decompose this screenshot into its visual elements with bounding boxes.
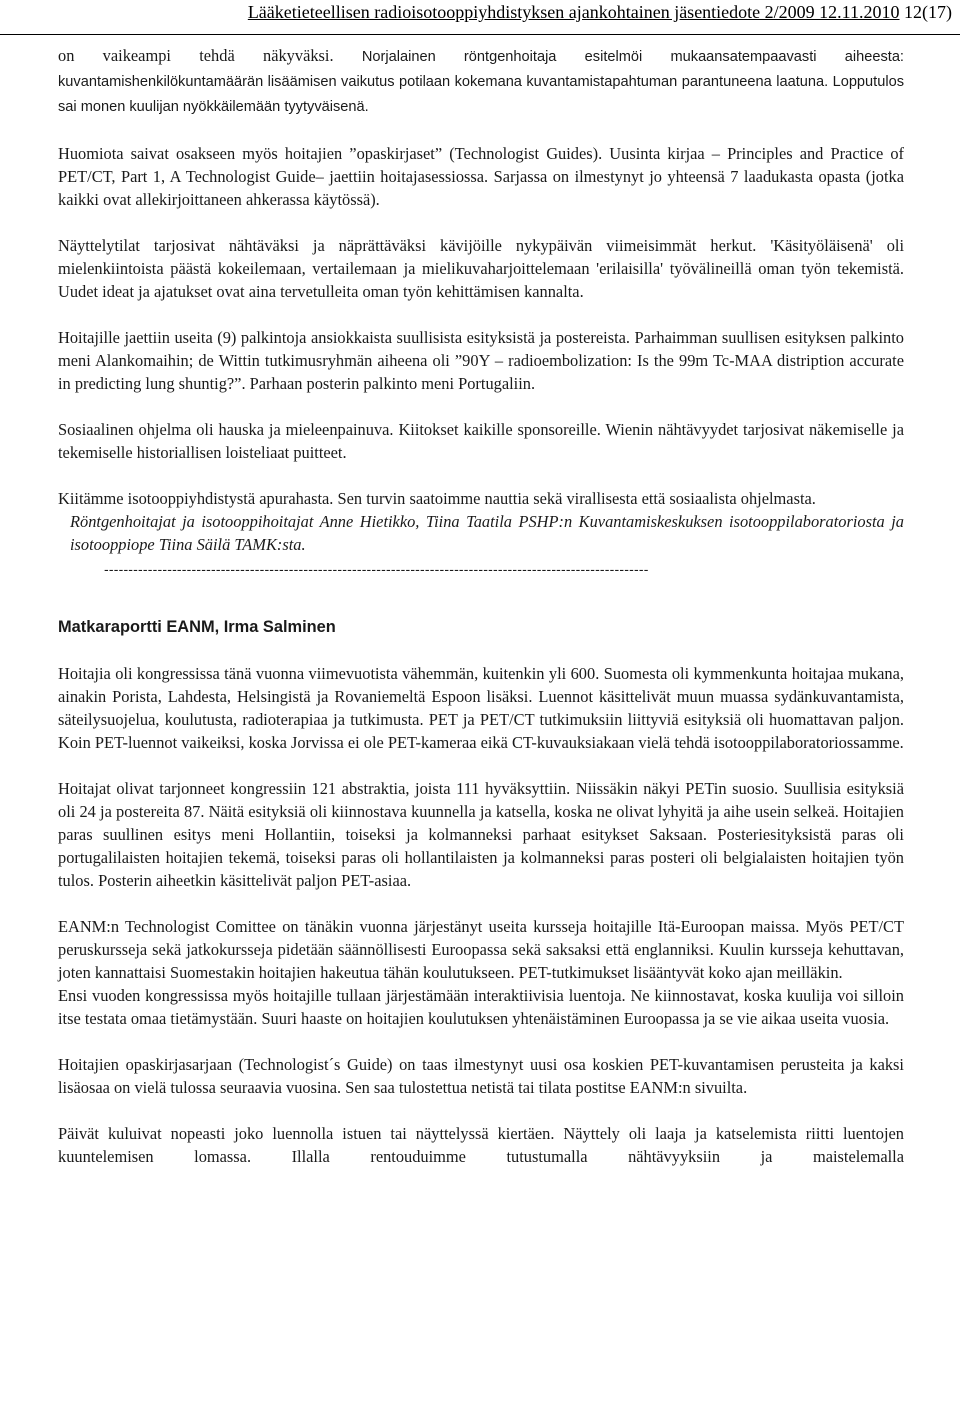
paragraph-abstracts: Hoitajat olivat tarjonneet kongressiin 121 abstraktia, joista 111 hyväksyttiin. Niissäkin näkyi PETin suosio. Suullisia esityksiä oli 24 ja postereita 87. Näitä esityksiä oli kiinnostava kuunnella ja katsella, koska ne olivat lyhyitä ja aihe usein selkeä. Hoitajien paras suullinen esitys meni Hollantiin, toiseksi ja kolmanneksi parhaat esitykset Saksaan. Posteriesityksistä paras oli portugalilaisten hoitajien tekemä, toiseksi paras oli hollantilaisten ja kolmanneksi paras posteri oli belgialaisten hoitajien työn tulos. Posterin aiheetkin käsittelivät paljon PET-asiaa.: [58, 779, 904, 890]
header-line: [248, 2, 952, 23]
section-title: Matkaraportti EANM, Irma Salminen: [58, 618, 336, 636]
paragraph-thanks: Kiitämme isotooppiyhdistystä apurahasta. Sen turvin saatoimme nauttia sekä virallisesta että sosiaalista ohjelmasta.: [58, 489, 816, 508]
paragraph-attendance: Hoitajia oli kongressissa tänä vuonna viimevuotista vähemmän, kuitenkin yli 600. Suomesta oli kymmenkunta hoitajaa mukana, ainakin Porista, Lahdesta, Helsingistä ja Rovaniemeltä Espoon lisäksi. Luennot käsittelivät muun muassa sydänkuvantamista, säteilysuojelua, koulutusta, radioterapiaa ja tutkimusta. PET ja PET/CT tutkimuksiin liittyviä esityksiä oli huomattavan paljon. Koin PET-luennot vaikeiksi, koska Jorvissa ei ole PET-kameraa eikä CT-kuvauksiakaan vielä tehdä isotooppilaboratoriossamme.: [58, 664, 904, 752]
paragraph-serif-lead: on vaikeampi tehdä näkyväksi.: [58, 46, 362, 65]
document-body: [58, 44, 904, 1168]
paragraph-norway-talk: [58, 44, 904, 119]
page-header: [0, 0, 960, 35]
paragraph-exhibition: Näyttelytilat tarjosivat nähtäväksi ja näprättäväksi kävijöille nykypäivän viimeisimmät herkut. 'Käsityöläisenä' oli mielenkiintoista päästä kokeilemaan, vertailemaan ja mielikuvaharjoittelemaan 'erilaisilla' työvälineillä oman työn tekemistä. Uudet ideat ja ajatukset ovat aina tervetulleita oman työn kehittämisen kannalta.: [58, 236, 904, 301]
paragraph-next-year: Ensi vuoden kongressissa myös hoitajille tullaan järjestämään interaktiivisia luentoja. Ne kiinnostavat, koska kuulija voi silloin itse testata omaa tietämystään. Suuri haaste on hoitajien koulutuksen yhtenäistäminen Euroopassa ja se vie aikaa useita vuosia.: [58, 986, 904, 1028]
paragraph-guide-series: Hoitajien opaskirjasarjaan (Technologist´s Guide) on taas ilmestynyt uusi osa koskien PET-kuvantamisen perusteita ja kaksi lisäosaa on vielä tulossa seuraavia vuosina. Sen saa tulostettua netistä tai tilata postitse EANM:n sivuilta.: [58, 1055, 904, 1097]
signature: Röntgenhoitajat ja isotooppihoitajat Anne Hietikko, Tiina Taatila PSHP:n Kuvantamiskeskuksen isotooppilaboratoriosta ja isotooppiope Tiina Säilä TAMK:sta.: [70, 512, 904, 554]
paragraph-sans-text: Norjalainen röntgenhoitaja esitelmöi mukaansatempaavasti aiheesta: kuvantamishenkilökuntamäärän lisäämisen vaikutus potilaan kokemana kuvantamistapahtuman parantuneena laatuna. Lopputulos sai monen kuulijan nyökkäilemään tyytyväisenä.: [58, 49, 904, 115]
paragraph-days: Päivät kuluivat nopeasti joko luennolla istuen tai näyttelyssä kiertäen. Näyttely oli laaja ja katselemista riitti luentojen kuuntelemisen lomassa. Illalla rentouduimme tutustumalla nähtävyyksiin ja maistelemalla: [58, 1124, 904, 1166]
paragraph-committee: EANM:n Technologist Comittee on tänäkin vuonna järjestänyt useita kursseja hoitajille Itä-Euroopan maissa. Myös PET/CT peruskursseja sekä jatkokursseja pidetään säännöllisesti Euroopassa sekä saksaksi että englanniksi. Kuulin kursseja kehuttavan, joten kannattaisi Suomestakin hoitajien hakeutua tähän koulutukseen. PET-tutkimukset lisääntyvät koko ajan meilläkin.: [58, 917, 904, 982]
header-title: Lääketieteellisen radioisotooppiyhdistyksen ajankohtainen jäsentiedote 2/2009 12.11.2010: [247, 2, 900, 22]
paragraph-awards: Hoitajille jaettiin useita (9) palkintoja ansiokkaista suullisista esityksistä ja postereista. Parhaimman suullisen esityksen palkinto meni Alankomaihin; de Wittin tutkimusryhmän aiheena oli ”90Y – radioembolization: Is the 99m Tc-MAA distription accurate in predicting lung shuntig?”. Parhaan posterin palkinto meni Portugaliin.: [58, 328, 904, 393]
paragraph-technologist-guides: Huomiota saivat osakseen myös hoitajien ”opaskirjaset” (Technologist Guides). Uusinta kirjaa – Principles and Practice of PET/CT, Part 1, A Technologist Guide– jaettiin hoitajasessiossa. Sarjassa on ilmestynyt jo yhteensä 7 laadukasta opasta (jotka kaikki ovat allekirjoittaneen ahkerassa käytössä).: [58, 144, 904, 209]
section-divider: ----------------------------------------------------------------------------------------------------------------: [104, 561, 649, 577]
paragraph-social-program: Sosiaalinen ohjelma oli hauska ja mieleenpainuva. Kiitokset kaikille sponsoreille. Wienin nähtävyydet tarjosivat näkemiselle ja tekemiselle historiallisen loisteliaat puitteet.: [58, 420, 904, 462]
page-number: 12(17): [904, 2, 952, 22]
